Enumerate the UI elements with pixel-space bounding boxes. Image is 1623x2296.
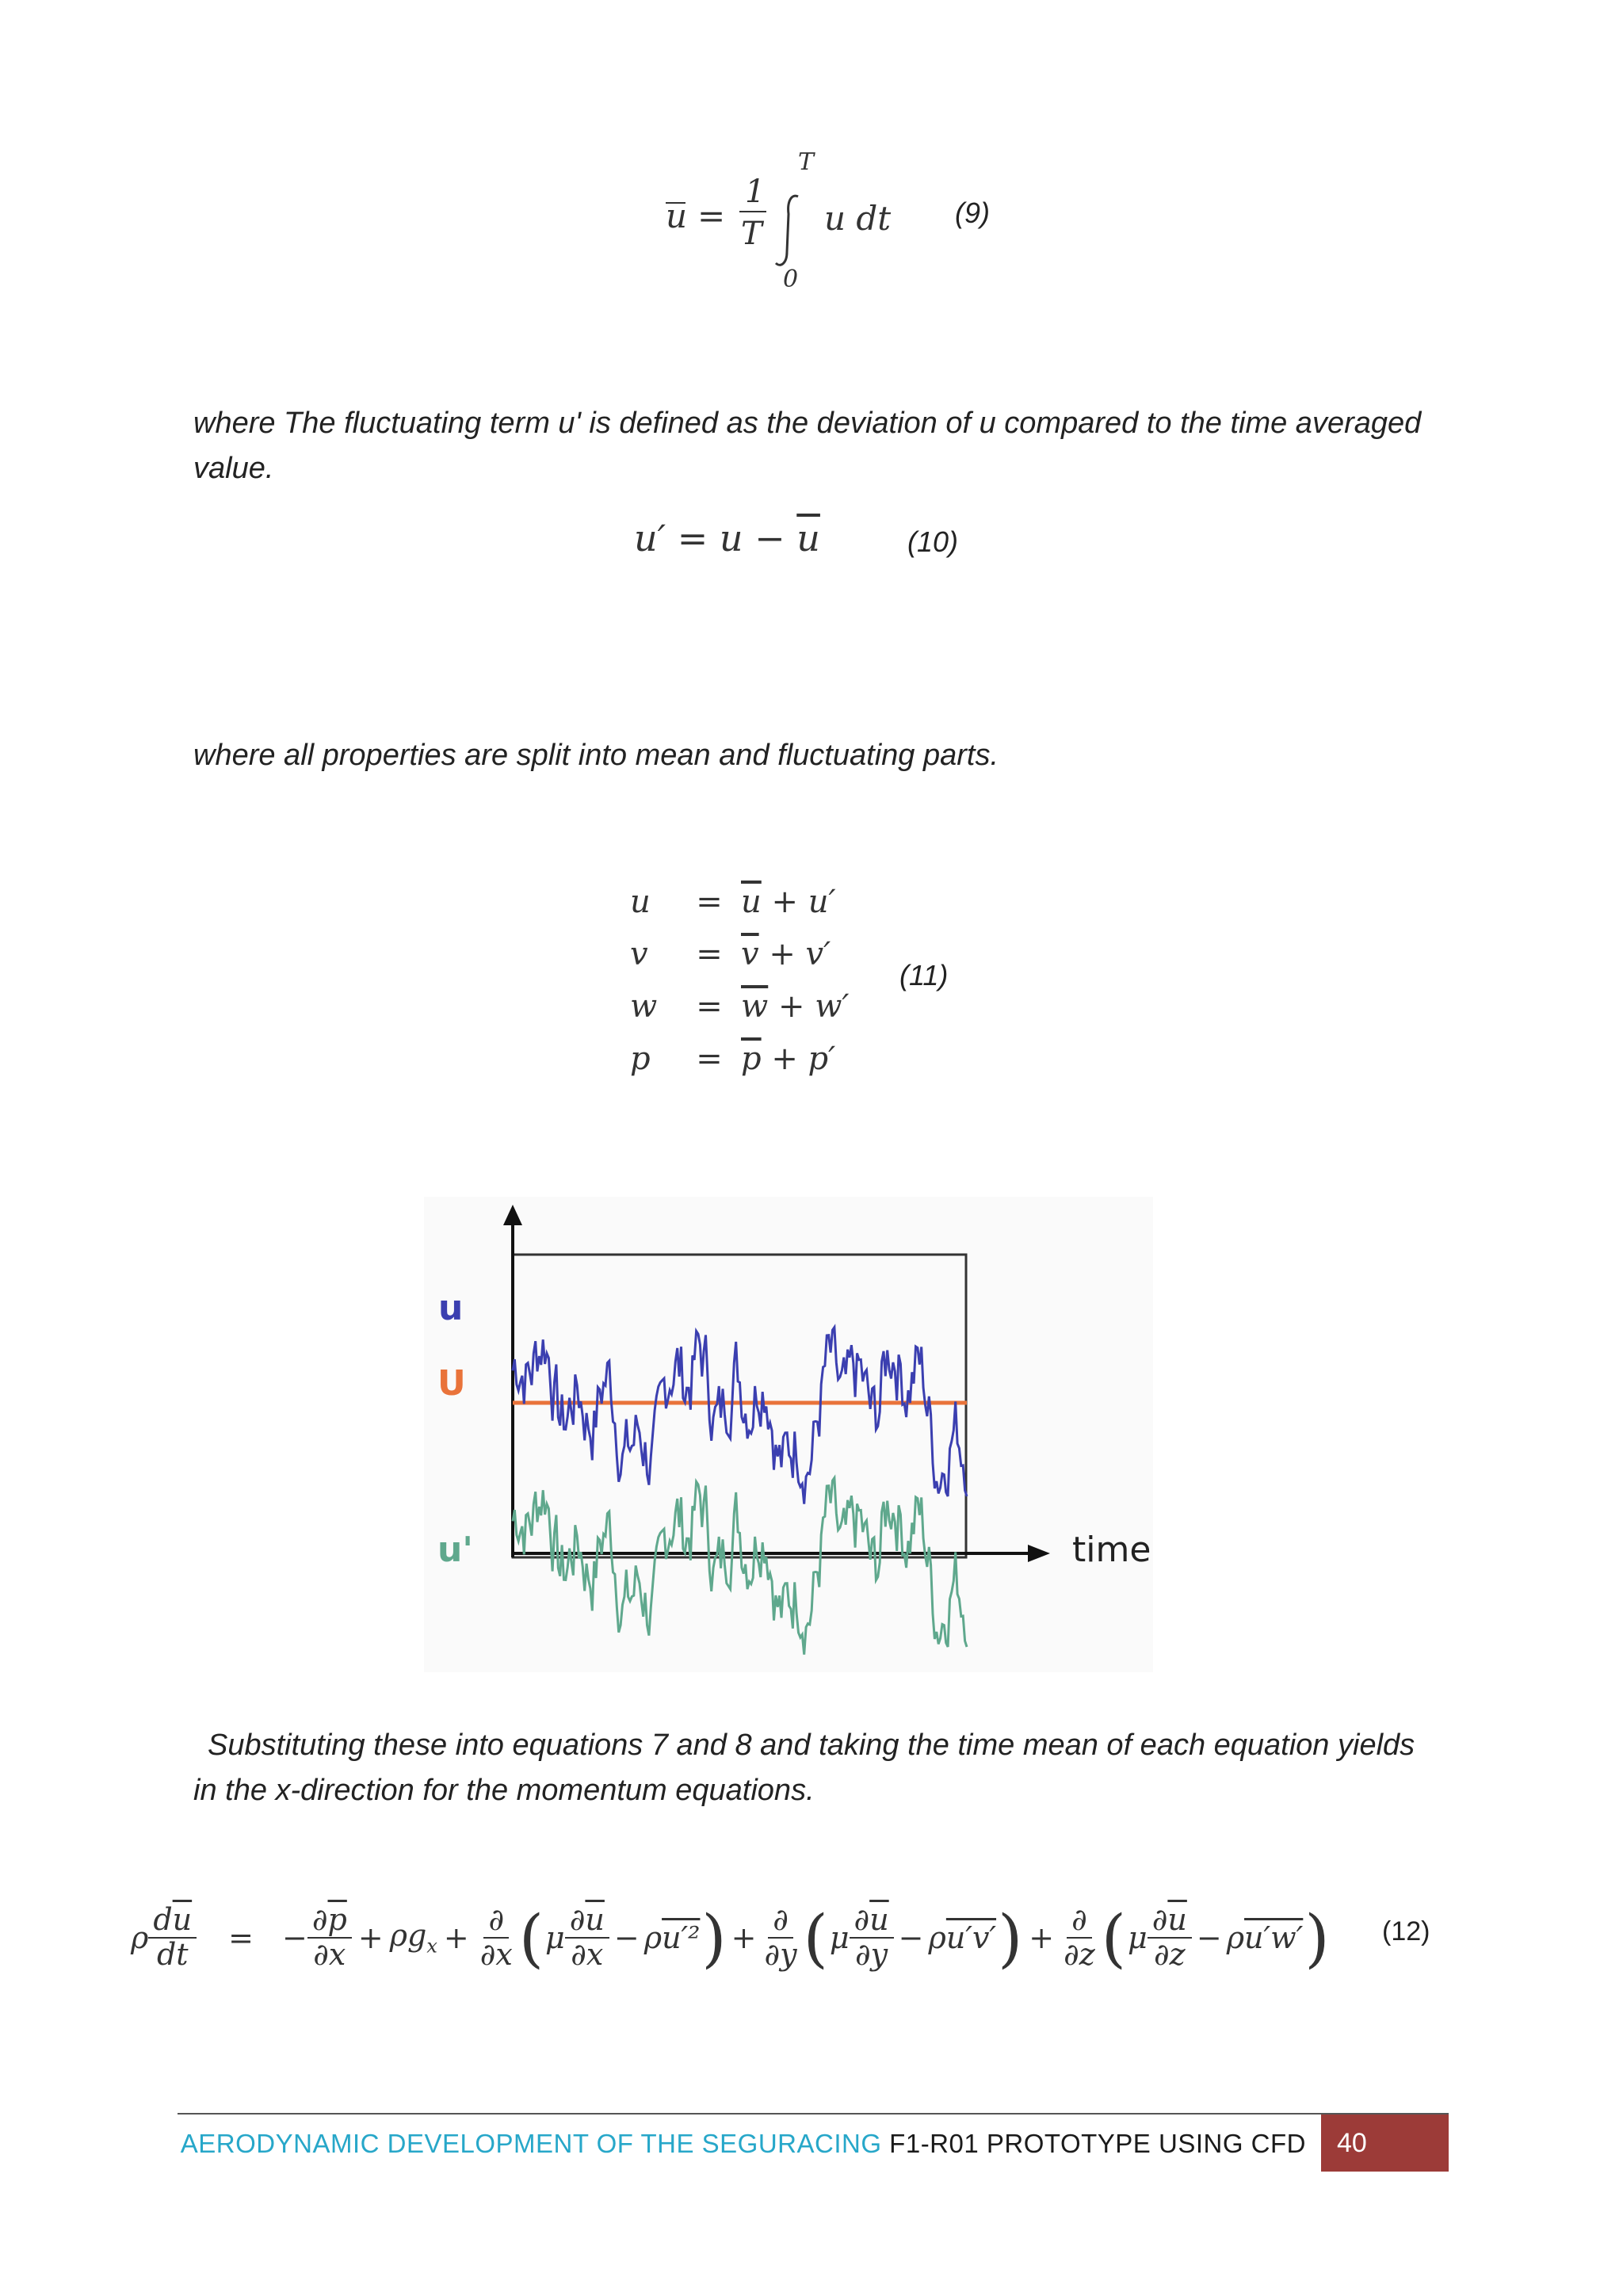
label-u: u bbox=[438, 1288, 464, 1328]
svg-text:u: u bbox=[666, 197, 688, 235]
equation-10-label: (10) bbox=[907, 525, 959, 558]
eq11-row-w: $w = \overline{w} + w'$ bbox=[630, 988, 850, 1025]
eq11-row-p: $p = \overline{p} + p'$ bbox=[630, 1041, 836, 1077]
svg-text:=: = bbox=[697, 197, 726, 235]
label-uprime: u' bbox=[437, 1530, 473, 1570]
label-U: U bbox=[437, 1363, 466, 1404]
paragraph-substituting bbox=[193, 1723, 1445, 1813]
equation-12: ρ $\frac{d\overline{u}}{dt}$ = − $\frac{\partial\overline{p}}{\partial x}$ + $\rho g_x$ + $\frac{\partial}{\partial x}$ ( μ $\frac{\partial\overline{u}}{\partial x}$ − ρu′² ) + $\frac{\partial}{\partial y}$ ( μ $\frac{\partial\overline{u}}{\partial y}$ − ρu′v′ ) + $\frac{\partial}{\partial z}$ ( μ $\frac{\partial\overline{u}}{\partial z}$ − ρu′w′ ) bbox=[131, 1901, 1330, 1975]
svg-text:u dt: u dt bbox=[824, 199, 892, 238]
uprime-series-line bbox=[513, 1478, 967, 1655]
eq11-row-u: $u = \overline{u} + u'$ bbox=[630, 884, 836, 920]
equation-11-label: (11) bbox=[899, 959, 949, 991]
page-number: 40 bbox=[1321, 2115, 1449, 2172]
eq12-frac-dudt: $\frac{d\overline{u}}{dt}$ bbox=[148, 1904, 197, 1972]
turbulence-figure-graphic bbox=[424, 1197, 1153, 1672]
time-axis-arrowhead bbox=[1028, 1545, 1050, 1562]
label-time: time bbox=[1072, 1530, 1151, 1570]
paragraph-fluctuating-term: where The fluctuating term u' is defined as the deviation of u compared to the time averaged value. bbox=[193, 407, 1422, 485]
equation-9-label: (9) bbox=[955, 197, 990, 229]
equation-11 bbox=[630, 876, 850, 1085]
svg-text:T: T bbox=[741, 216, 762, 252]
footer-title bbox=[181, 2129, 1306, 2159]
turbulence-figure bbox=[424, 1197, 1153, 1672]
eq11-row-v: $v = \overline{v} + v'$ bbox=[630, 936, 831, 972]
footer-title-dark: F1-R01 PROTOTYPE USING CFD bbox=[881, 2129, 1306, 2158]
u-series-line bbox=[513, 1328, 967, 1504]
equation-10: $u' = u - \overline{u}$ bbox=[634, 517, 820, 560]
footer-rule bbox=[178, 2113, 1449, 2115]
paragraph-substituting-text: Substituting these into equations 7 and 8 and taking the time mean of each equation yields in the x-direction for the momentum equations. bbox=[193, 1729, 1415, 1807]
footer-title-blue: AERODYNAMIC DEVELOPMENT OF THE SEGURACING bbox=[180, 2129, 882, 2158]
equation-9-graphic bbox=[662, 151, 899, 293]
y-axis-arrowhead bbox=[503, 1205, 522, 1225]
equation-12-label: (12) bbox=[1382, 1916, 1430, 1946]
svg-text:1: 1 bbox=[745, 174, 766, 210]
svg-text:0: 0 bbox=[783, 266, 799, 293]
paragraph-mean-fluctuating: where all properties are split into mean and fluctuating parts. bbox=[193, 739, 999, 772]
svg-text:T: T bbox=[798, 151, 815, 176]
equation-9 bbox=[662, 151, 899, 293]
